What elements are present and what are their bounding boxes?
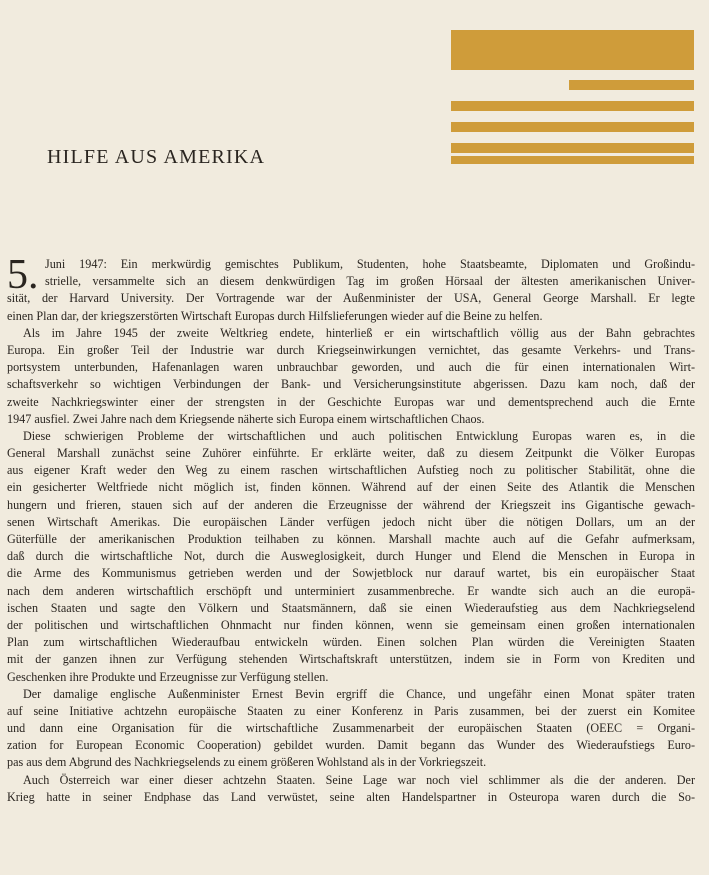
text-line-content: Plan zum wirtschaftlichen Wiederaufbau entwickeln würden. Einen solchen Plan würden die Vereinigten Staaten: [7, 635, 695, 650]
text-line-content: Geschenken ihre Produkte und Erzeugnisse zur Verfügung stellen.: [7, 669, 329, 684]
text-line-content: Güterfülle der amerikanischen Produktion teilhaben zu können. Marshall machte auch auf die Gefahr aufmerksam,: [7, 532, 695, 546]
text-line: [7, 669, 695, 686]
page-title: HILFE AUS AMERIKA: [47, 146, 266, 168]
text-line: [7, 617, 695, 634]
text-line: [7, 583, 695, 600]
text-line-content: pas aus dem Abgrund des Nachkriegselends zu einem größeren Wohlstand als in der Vorkriegszeit.: [7, 755, 487, 770]
text-line: [7, 686, 695, 703]
text-line: [7, 531, 695, 548]
text-line: [7, 394, 695, 411]
text-line: [7, 342, 695, 359]
text-line-content: Europa. Ein großer Teil der Industrie war durch Kriegseinwirkungen vernichtet, das gesamte Verkehrs- und Trans-: [7, 342, 695, 357]
text-line-content: zation for European Economic Cooperation) gebildet wurden. Damit begann das Wunder des Wiederaufstiegs Euro-: [7, 738, 695, 753]
text-line-content: Juni 1947: Ein merkwürdig gemischtes Publikum, Studenten, hohe Staatsbeamte, Diplomaten und Großindu-: [45, 257, 695, 271]
stripe: [451, 101, 694, 111]
text-line-content: 1947 ausfiel. Zwei Jahre nach dem Kriegsende näherte sich Europa einem wirtschaftlichen Chaos.: [7, 411, 485, 426]
text-line: [7, 737, 695, 754]
text-line: [7, 548, 695, 565]
text-line: [7, 479, 695, 496]
text-line-content: die Arme des Kommunismus getrieben werden und der Sowjetblock nur darauf wartet, bis ein europäischer Staat: [7, 566, 695, 581]
text-line: [7, 754, 695, 771]
text-line-content: Auch Österreich war einer dieser achtzehn Staaten. Seine Lage war noch viel schlimmer als die der anderen. Der: [23, 772, 695, 787]
text-line: [7, 445, 695, 462]
text-line-content: mit der ganzen ihnen zur Verfügung stehenden Wirtschaftskraft unterstützen, indem sie in Form von Krediten und: [7, 652, 695, 667]
text-line-content: auf seine Initiative achtzehn europäische Staaten zu einer Konferenz in Paris zusammen, bei der zuerst ein Komitee: [7, 703, 695, 718]
text-line: [7, 308, 695, 325]
text-line-content: und dann eine Organisation für die wirtschaftliche Zusammenarbeit der europäischen Staaten (OEEC = Organi-: [7, 721, 695, 736]
text-line: [7, 497, 695, 514]
text-line: [7, 772, 695, 789]
text-line-content: zweite Nachkriegswinter einer der strengsten in der Geschichte Europas war und dementsprechend auch die Ernte: [7, 394, 695, 409]
text-line-content: hungern und frieren, stauen sich auf der anderen die Erzeugnisse der während der Kriegszeit ins Gigantische gewach-: [7, 497, 695, 512]
stripe: [569, 80, 694, 90]
text-line: [7, 789, 695, 806]
text-line-content: ein gesicherter Weltfriede nicht möglich ist, finden können. Während auf der einen Seite des Atlantik die Menschen: [7, 480, 695, 495]
text-line-content: daß durch die wirtschaftliche Not, durch die Ausweglosigkeit, durch Hunger und Elend die Menschen in Europa in: [7, 549, 695, 564]
text-line: [7, 514, 695, 531]
text-line: [7, 462, 695, 479]
text-line: [7, 273, 695, 290]
text-line-content: aus eigener Kraft weder den Weg zu einem raschen wirtschaftlichen Aufstieg noch zu politischer Stabilität, ohne die: [7, 463, 695, 478]
text-line: [7, 325, 695, 342]
text-line-content: Krieg hatte in seiner Endphase das Land verwüstet, seine alten Handelspartner in Osteuropa waren durch die So-: [7, 789, 695, 804]
text-line-content: nach dem anderen wirtschaftlich erschöpft und unterminiert zusammenbreche. Er wandte sich auch an die europä-: [7, 583, 695, 598]
stripe: [451, 122, 694, 132]
text-line: [7, 600, 695, 617]
stripe: [451, 143, 694, 153]
text-line-content: schaftsverkehr so wichtigen Verbindungen der Bank- und Versicherungsinstitute abgerissen. Dazu kam noch, daß der: [7, 377, 695, 392]
drop-cap: 5.: [7, 252, 39, 298]
text-line-content: senen Wirtschaft Amerikas. Die europäischen Länder verfügen jedoch nicht über die nötigen Dollars, um an der: [7, 514, 695, 529]
striped-flag-graphic: [451, 30, 694, 170]
stripe: [451, 156, 694, 164]
text-line: [7, 428, 695, 445]
text-line: [7, 651, 695, 668]
text-line: [7, 290, 695, 307]
text-line: [7, 565, 695, 582]
text-line-content: Als im Jahre 1945 der zweite Weltkrieg endete, hinterließ er ein wirtschaftlich völlig aus der Bahn gebrachtes: [23, 325, 695, 340]
text-line-content: einen Plan dar, der kriegszerstörten Wirtschaft Europas durch Hilfslieferungen wieder auf die Beine zu helfen.: [7, 308, 543, 323]
text-line: [7, 376, 695, 393]
text-line-content: sität, der Harvard University. Der Vortragende war der Außenminister der USA, General George Marshall. Er legte: [7, 291, 695, 306]
body-text: [7, 252, 695, 806]
text-line-content: Diese schwierigen Probleme der wirtschaftlichen und auch politischen Entwicklung Europas waren es, in die: [23, 428, 695, 443]
text-line-content: General Marshall zunächst seine Zuhörer einführte. Er erklärte weiter, daß zu diesem Zeitpunkt die Völker Europas: [7, 446, 695, 461]
text-line: [7, 720, 695, 737]
text-line-content: der politischen und wirtschaftlichen Ohnmacht nur finden können, wenn sie gemeinsam einen großen internationalen: [7, 617, 695, 632]
text-line-content: portsystem unterbunden, Hafenanlagen waren unbrauchbar geworden, und auch die für einen internationalen Wirt-: [7, 360, 695, 375]
text-line-content: Der damalige englische Außenminister Ernest Bevin ergriff die Chance, und ungefähr einen Monat später traten: [23, 686, 695, 701]
text-line: [7, 359, 695, 376]
text-line-content: strielle, versammelte sich an diesem denkwürdigen Tag im großen Hörsaal der ältesten amerikanischen Univer-: [45, 274, 695, 289]
text-line: [7, 411, 695, 428]
text-line: [7, 703, 695, 720]
stripe-block: [451, 30, 694, 70]
text-line-content: ischen Staaten und sagte den Völkern und Staatsmännern, daß sie einen Wiederaufstieg aus dem Nachkriegselend: [7, 600, 695, 615]
text-line: [7, 634, 695, 651]
